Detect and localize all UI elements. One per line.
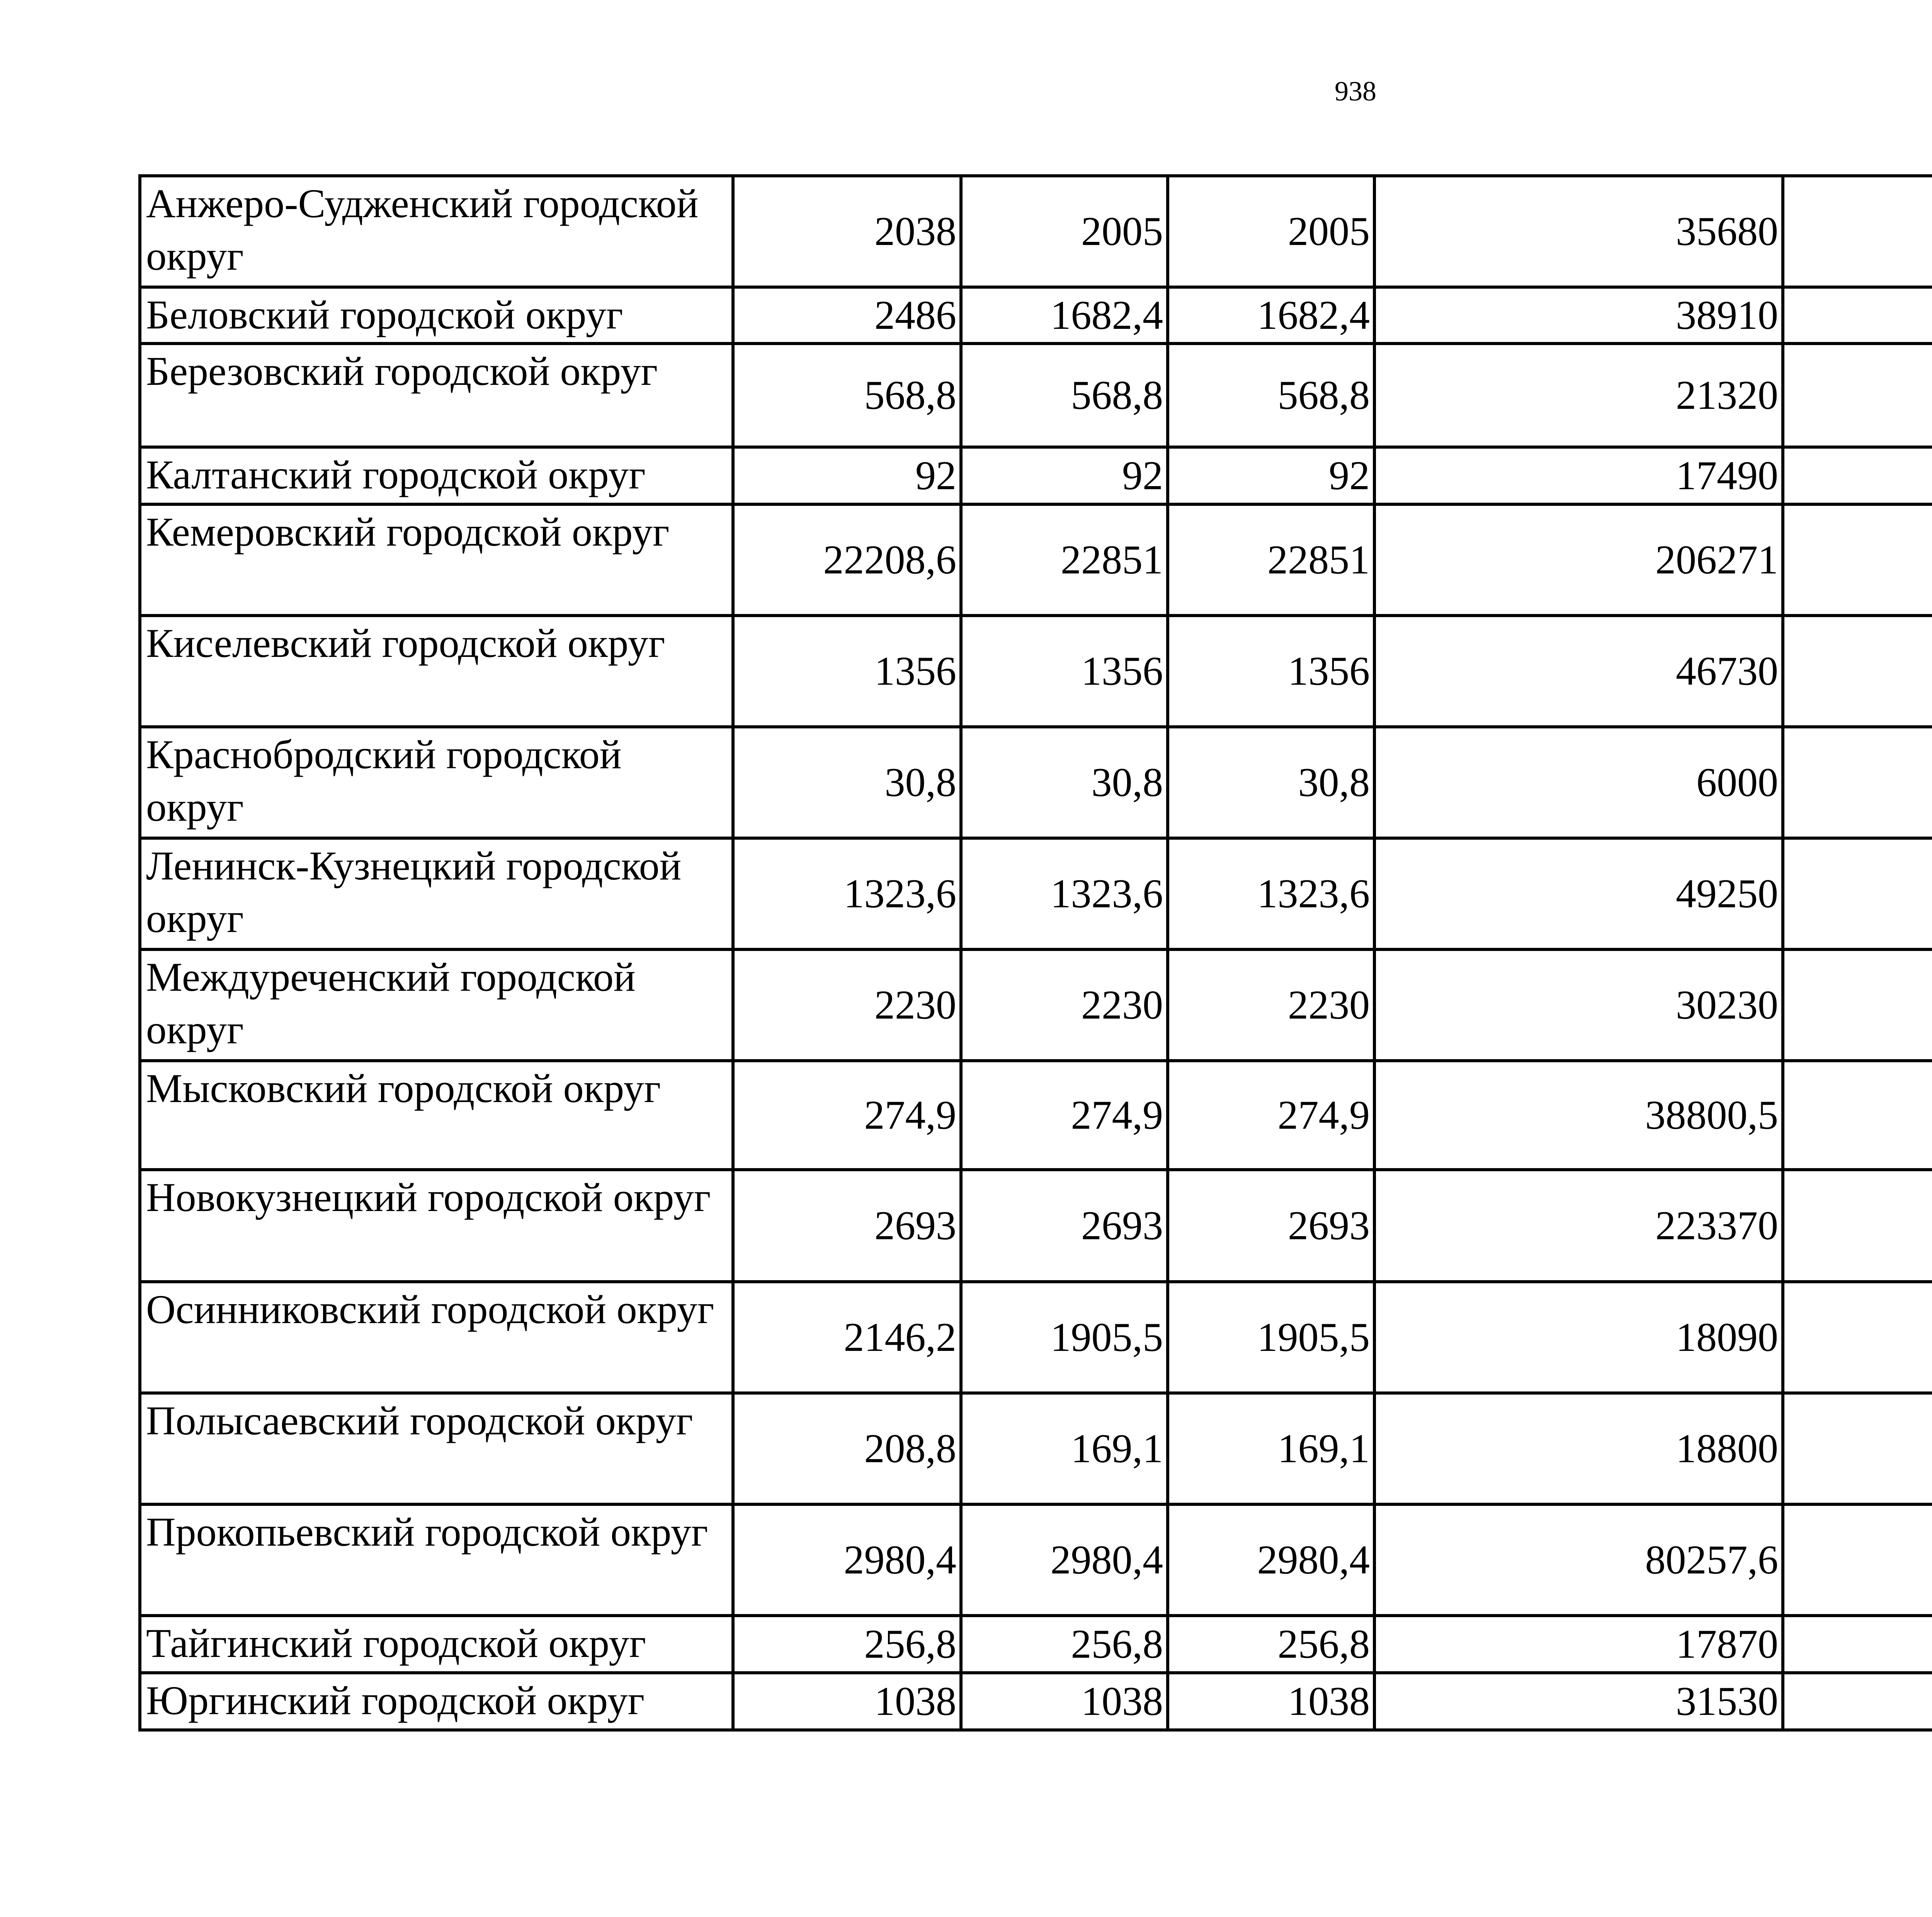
value-cell: 30,8 (961, 727, 1168, 838)
value-cell: 1905,5 (961, 1282, 1168, 1393)
value-cell: 256,8 (961, 1616, 1168, 1673)
table-row (140, 727, 1932, 838)
value-cell: 38800,5 (1374, 1061, 1783, 1170)
value-cell: 2005 (961, 176, 1168, 287)
value-cell: 2980,4 (1168, 1504, 1374, 1616)
value-cell: 2693 (733, 1170, 961, 1282)
value-cell (1783, 504, 1932, 616)
table-row (140, 1061, 1932, 1170)
district-name-cell: Беловский городской округ (140, 287, 733, 344)
value-cell: 18090 (1374, 1282, 1783, 1393)
value-cell: 1356 (961, 616, 1168, 727)
table-row (140, 1504, 1932, 1616)
value-cell (1783, 287, 1932, 344)
table-row (140, 838, 1932, 949)
value-cell: 49250 (1374, 838, 1783, 949)
value-cell: 92 (733, 447, 961, 504)
district-name-cell: Полысаевский городской округ (140, 1393, 733, 1504)
value-cell (1783, 176, 1932, 287)
value-cell: 256,8 (733, 1616, 961, 1673)
value-cell: 274,9 (733, 1061, 961, 1170)
value-cell: 169,1 (1168, 1393, 1374, 1504)
value-cell: 31530 (1374, 1673, 1783, 1730)
value-cell: 1682,4 (1168, 287, 1374, 344)
district-name-cell: Ленинск-Кузнецкий городской округ (140, 838, 733, 949)
value-cell: 38910 (1374, 287, 1783, 344)
table-row (140, 176, 1932, 287)
data-table (138, 174, 1932, 1732)
district-name-cell: Анжеро-Судженский городской округ (140, 176, 733, 287)
table-row (140, 504, 1932, 616)
value-cell: 80257,6 (1374, 1504, 1783, 1616)
value-cell (1783, 344, 1932, 447)
value-cell (1783, 1282, 1932, 1393)
value-cell: 568,8 (961, 344, 1168, 447)
district-name-cell: Кемеровский городской округ (140, 504, 733, 616)
value-cell: 274,9 (961, 1061, 1168, 1170)
value-cell: 1038 (961, 1673, 1168, 1730)
value-cell: 22851 (1168, 504, 1374, 616)
value-cell (1783, 1673, 1932, 1730)
value-cell: 1323,6 (733, 838, 961, 949)
district-name-cell: Калтанский городской округ (140, 447, 733, 504)
value-cell: 2230 (1168, 949, 1374, 1061)
value-cell: 208,8 (733, 1393, 961, 1504)
value-cell: 2486 (733, 287, 961, 344)
table-row (140, 1282, 1932, 1393)
value-cell: 223370 (1374, 1170, 1783, 1282)
value-cell: 1356 (733, 616, 961, 727)
value-cell: 568,8 (1168, 344, 1374, 447)
district-name-cell: Юргинский городской округ (140, 1673, 733, 1730)
value-cell (1783, 949, 1932, 1061)
value-cell: 1323,6 (1168, 838, 1374, 949)
value-cell: 30230 (1374, 949, 1783, 1061)
value-cell (1783, 447, 1932, 504)
value-cell: 2230 (961, 949, 1168, 1061)
page-number: 938 (1335, 76, 1376, 107)
value-cell (1783, 1616, 1932, 1673)
table-row (140, 1170, 1932, 1282)
table-row (140, 1616, 1932, 1673)
value-cell: 2005 (1168, 176, 1374, 287)
table-row (140, 616, 1932, 727)
value-cell: 46730 (1374, 616, 1783, 727)
value-cell: 6000 (1374, 727, 1783, 838)
table-row (140, 344, 1932, 447)
value-cell: 21320 (1374, 344, 1783, 447)
value-cell: 2146,2 (733, 1282, 961, 1393)
district-name-cell: Осинниковский городской округ (140, 1282, 733, 1393)
table-row (140, 949, 1932, 1061)
value-cell: 1905,5 (1168, 1282, 1374, 1393)
value-cell: 2980,4 (733, 1504, 961, 1616)
district-name-cell: Краснобродский городской округ (140, 727, 733, 838)
value-cell (1783, 1504, 1932, 1616)
value-cell: 274,9 (1168, 1061, 1374, 1170)
value-cell (1783, 838, 1932, 949)
table-row (140, 287, 1932, 344)
value-cell: 92 (961, 447, 1168, 504)
value-cell: 568,8 (733, 344, 961, 447)
table-row (140, 447, 1932, 504)
value-cell: 17490 (1374, 447, 1783, 504)
value-cell: 1682,4 (961, 287, 1168, 344)
district-name-cell: Киселевский городской округ (140, 616, 733, 727)
district-name-cell: Мысковский городской округ (140, 1061, 733, 1170)
value-cell (1783, 727, 1932, 838)
table-row (140, 1673, 1932, 1730)
district-name-cell: Междуреченский городской округ (140, 949, 733, 1061)
value-cell: 1323,6 (961, 838, 1168, 949)
table-row (140, 1393, 1932, 1504)
district-name-cell: Прокопьевский городской округ (140, 1504, 733, 1616)
value-cell: 169,1 (961, 1393, 1168, 1504)
value-cell (1783, 1393, 1932, 1504)
value-cell: 35680 (1374, 176, 1783, 287)
value-cell: 2230 (733, 949, 961, 1061)
value-cell: 17870 (1374, 1616, 1783, 1673)
value-cell: 2693 (961, 1170, 1168, 1282)
value-cell: 30,8 (1168, 727, 1374, 838)
value-cell: 206271 (1374, 504, 1783, 616)
value-cell: 1038 (1168, 1673, 1374, 1730)
value-cell (1783, 616, 1932, 727)
value-cell: 22851 (961, 504, 1168, 616)
district-name-cell: Тайгинский городской округ (140, 1616, 733, 1673)
value-cell: 2980,4 (961, 1504, 1168, 1616)
value-cell: 18800 (1374, 1393, 1783, 1504)
value-cell: 1356 (1168, 616, 1374, 727)
value-cell: 30,8 (733, 727, 961, 838)
value-cell (1783, 1061, 1932, 1170)
value-cell: 22208,6 (733, 504, 961, 616)
district-name-cell: Новокузнецкий городской округ (140, 1170, 733, 1282)
value-cell: 2693 (1168, 1170, 1374, 1282)
value-cell: 2038 (733, 176, 961, 287)
value-cell (1783, 1170, 1932, 1282)
value-cell: 92 (1168, 447, 1374, 504)
value-cell: 256,8 (1168, 1616, 1374, 1673)
district-name-cell: Березовский городской округ (140, 344, 733, 447)
value-cell: 1038 (733, 1673, 961, 1730)
